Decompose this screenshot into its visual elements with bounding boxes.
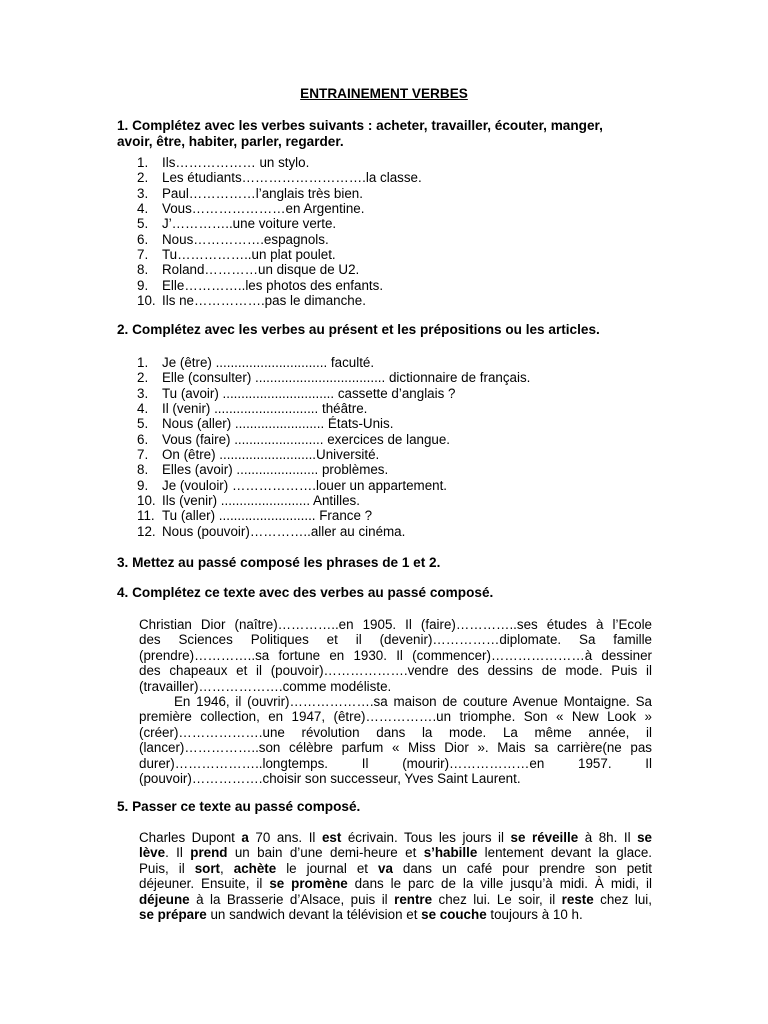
- bold-verb: sort: [194, 860, 221, 876]
- item-number: 4.: [137, 401, 149, 417]
- item-number: 11.: [137, 508, 155, 524]
- text-line: [139, 907, 652, 922]
- list-item: [117, 401, 530, 416]
- text-line: (lancer)……………..son célèbre parfum « Miss Dior ». Mais sa carrière(ne pas: [139, 740, 652, 756]
- bold-verb: se réveille: [510, 830, 579, 845]
- item-text: Ils ne…………….pas le dimanche.: [162, 293, 366, 309]
- section4-heading: 4. Complétez ce texte avec des verbes au passé composé.: [117, 585, 494, 600]
- item-number: 7.: [137, 447, 149, 463]
- list-item: [117, 370, 530, 385]
- text-line: (travailler)……………….comme modéliste.: [139, 678, 392, 694]
- item-text: Nous (pouvoir)…………..aller au cinéma.: [162, 523, 406, 539]
- item-number: 1.: [137, 355, 149, 370]
- item-text: Ils (venir) ........................ Antilles.: [162, 493, 360, 509]
- list-item: [117, 508, 530, 523]
- list-item: [117, 524, 530, 539]
- text-line: [139, 861, 652, 876]
- list-item: [117, 386, 530, 401]
- section3-heading: 3. Mettez au passé composé les phrases de 1 et 2.: [117, 555, 441, 570]
- text-segment: à la Brasserie d’Alsace, puis il: [189, 891, 395, 907]
- text-segment: chez lui,: [593, 891, 652, 907]
- item-number: 12.: [137, 523, 156, 539]
- text-segment: écrivain. Tous les jours il: [341, 830, 511, 845]
- text-segment: 70 ans. Il: [248, 830, 322, 845]
- item-number: 6.: [137, 431, 149, 447]
- bold-verb: prend: [190, 845, 228, 861]
- item-number: 4.: [137, 201, 149, 217]
- text-line: première collection, en 1947, (être)…………….un triomphe. Son « New Look »: [139, 709, 652, 725]
- item-text: Roland…………un disque de U2.: [162, 262, 360, 278]
- bold-verb: se: [637, 830, 652, 845]
- bold-verb: est: [321, 830, 342, 845]
- item-number: 2.: [137, 370, 149, 386]
- bold-verb: se prépare: [139, 906, 207, 922]
- bold-verb: va: [378, 860, 393, 876]
- list-item: [117, 232, 422, 247]
- item-number: 2.: [137, 170, 149, 186]
- text-segment: ,: [220, 860, 234, 876]
- bold-verb: se promène: [269, 876, 348, 892]
- text-line: En 1946, il (ouvrir)……………….sa maison de couture Avenue Montaigne. Sa: [174, 693, 652, 709]
- text-segment: Puis, il: [139, 860, 195, 876]
- bold-verb: se couche: [421, 906, 487, 922]
- dupont-text: [139, 830, 652, 922]
- text-line: [139, 876, 652, 891]
- item-number: 10.: [137, 293, 156, 309]
- text-line: (créer)……………….une révolution dans la mode. La même année, il: [139, 724, 652, 740]
- item-text: Elle (consulter) ................................... dictionnaire de français.: [162, 370, 531, 386]
- list-item: [117, 262, 422, 277]
- item-number: 1.: [137, 155, 149, 170]
- item-text: Les étudiants……………………….la classe.: [162, 170, 422, 186]
- item-number: 8.: [137, 262, 149, 278]
- item-number: 6.: [137, 231, 149, 247]
- text-line: durer)………………..longtemps. Il (mourir)………………en 1957. Il: [139, 755, 652, 771]
- item-text: Tu (avoir) .............................. cassette d’anglais ?: [162, 385, 456, 401]
- item-text: Elles (avoir) ...................... problèmes.: [162, 462, 389, 478]
- bold-verb: achète: [233, 860, 277, 876]
- list-item: [117, 478, 530, 493]
- item-text: Nous (aller) ........................ États-Unis.: [162, 416, 394, 432]
- item-text: Ils……………… un stylo.: [162, 155, 310, 170]
- text-segment: un bain d’une demi-heure et: [227, 845, 424, 861]
- item-text: Vous (faire) ........................ exercices de langue.: [162, 431, 451, 447]
- item-text: Paul……………l’anglais très bien.: [162, 185, 363, 201]
- bold-verb: lève: [139, 845, 166, 861]
- text-segment: dans le parc de la ville jusqu’à midi. À midi, il: [347, 876, 652, 892]
- section1-list: [117, 155, 422, 308]
- section2-list: [117, 355, 530, 539]
- section1-heading: [117, 118, 637, 150]
- text-segment: . Il: [165, 845, 191, 861]
- text-line: [139, 830, 652, 845]
- item-number: 5.: [137, 416, 149, 432]
- item-number: 7.: [137, 247, 149, 263]
- list-item: [117, 432, 530, 447]
- list-item: [117, 278, 422, 293]
- bold-verb: reste: [561, 891, 594, 907]
- text-segment: déjeuner. Ensuite, il: [139, 876, 270, 892]
- item-number: 9.: [137, 277, 149, 293]
- text-segment: dans un café pour prendre son petit: [392, 860, 652, 876]
- item-number: 5.: [137, 216, 149, 232]
- text-line: (pouvoir)…………….choisir son successeur, Yves Saint Laurent.: [139, 770, 521, 786]
- text-segment: chez lui. Le soir, il: [432, 891, 562, 907]
- section5-heading: 5. Passer ce texte au passé composé.: [117, 799, 361, 814]
- bold-verb: a: [241, 830, 249, 845]
- text-segment: à 8h. Il: [578, 830, 638, 845]
- text-line: Christian Dior (naître)…………..en 1905. Il (faire)…………..ses études à l’Ecole: [139, 617, 652, 632]
- item-text: Je (être) .............................. faculté.: [162, 355, 375, 370]
- item-text: Elle…………..les photos des enfants.: [162, 277, 384, 293]
- bold-verb: s’habille: [423, 845, 478, 861]
- list-item: [117, 416, 530, 431]
- list-item: [117, 170, 422, 185]
- item-text: Il (venir) ............................ théâtre.: [162, 401, 368, 417]
- list-item: [117, 493, 530, 508]
- item-number: 10.: [137, 493, 156, 509]
- text-line: [139, 892, 652, 907]
- item-number: 3.: [137, 185, 149, 201]
- list-item: [117, 186, 422, 201]
- item-number: 8.: [137, 462, 149, 478]
- list-item: [117, 201, 422, 216]
- text-line: [139, 845, 652, 860]
- item-text: On (être) ..........................Université.: [162, 447, 380, 463]
- section1-heading-line2: avoir, être, habiter, parler, regarder.: [117, 134, 344, 149]
- text-segment: Charles Dupont: [139, 830, 242, 845]
- list-item: [117, 293, 422, 308]
- list-item: [117, 155, 422, 170]
- section1-heading-line1: 1. Complétez avec les verbes suivants : acheter, travailler, écouter, manger,: [117, 118, 603, 133]
- list-item: [117, 462, 530, 477]
- dior-text: [139, 617, 652, 786]
- bold-verb: déjeune: [139, 891, 190, 907]
- text-line: des Sciences Politiques et il (devenir)……………diplomate. Sa famille: [139, 632, 652, 648]
- text-segment: un sandwich devant la télévision et: [206, 906, 422, 922]
- text-segment: toujours à 10 h.: [486, 906, 583, 922]
- list-item: [117, 355, 530, 370]
- list-item: [117, 447, 530, 462]
- item-text: Tu (aller) .......................... France ?: [162, 508, 373, 524]
- list-item: [117, 216, 422, 231]
- item-text: J’…………..une voiture verte.: [162, 216, 337, 232]
- bold-verb: rentre: [394, 891, 433, 907]
- item-number: 3.: [137, 385, 149, 401]
- item-number: 9.: [137, 477, 149, 493]
- text-line: des chapeaux et il (pouvoir)……………….vendre des dessins de mode. Puis il: [139, 663, 652, 679]
- section2-heading: 2. Complétez avec les verbes au présent et les prépositions ou les articles.: [117, 322, 600, 337]
- text-segment: lentement devant la glace.: [477, 845, 653, 861]
- item-text: Vous…………………en Argentine.: [162, 201, 365, 217]
- list-item: [117, 247, 422, 262]
- text-line: (prendre)…………..sa fortune en 1930. Il (commencer)…………………à dessiner: [139, 647, 652, 663]
- item-text: Nous…………….espagnols.: [162, 231, 329, 247]
- item-text: Tu……………..un plat poulet.: [162, 247, 336, 263]
- text-segment: le journal et: [276, 860, 378, 876]
- page-title: ENTRAINEMENT VERBES: [300, 86, 468, 101]
- item-text: Je (vouloir) ……………….louer un appartement.: [162, 477, 448, 493]
